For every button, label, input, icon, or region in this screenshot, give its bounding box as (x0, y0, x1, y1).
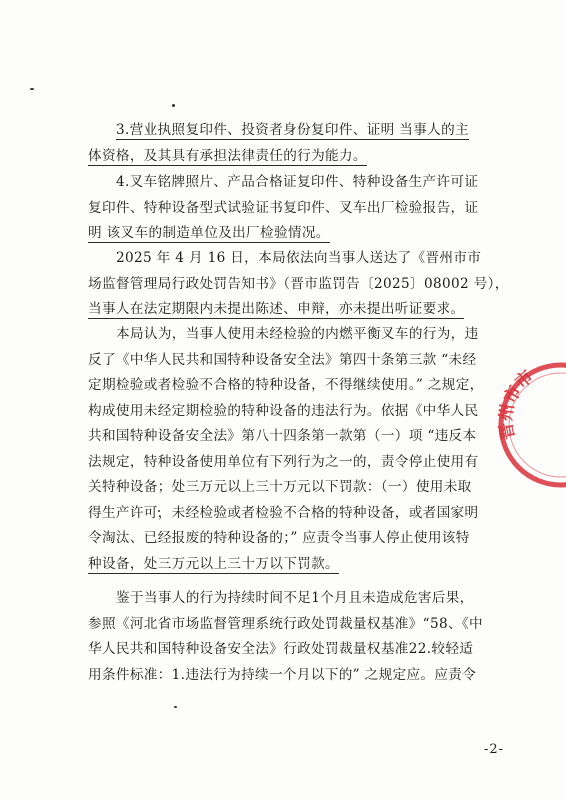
paragraph-line: 共和国特种设备安全法》第八十四条第一款第（一）项 “违反本 (88, 428, 477, 444)
paragraph-line: 关特种设备；处三万元以上三十万元以下罚款：（一）使用未取 (88, 479, 472, 495)
paragraph-forklift-documents (88, 170, 508, 247)
paragraph-line: 2025 年 4 月 16 日，本局依法向当事人送达了《晋州市市 (116, 250, 482, 266)
paragraph-line: 4.叉车铭牌照片、产品合格证复印件、特种设备生产许可证 (116, 174, 479, 190)
paragraph-leniency (88, 586, 508, 688)
paragraph-line: 令淘汰、已经报废的特种设备的；” 应责令当事人停止使用该特 (88, 530, 470, 546)
paragraph-line: 明 该叉车的制造单位及出厂检验情况。 (88, 225, 330, 241)
paragraph-line: 华人民共和国特种设备安全法》行政处罚裁量权基准22.较轻适 (88, 641, 474, 657)
paragraph-line: 场监督管理局行政处罚告知书》（晋市监罚告〔2025〕08002 号）， (88, 275, 509, 292)
paragraph-line: 鉴于当事人的行为持续时间不足1个月且未造成危害后果， (116, 590, 474, 606)
paragraph-line: 复印件、特种设备型式试验证书复印件、叉车出厂检验报告，证 (88, 199, 479, 216)
paragraph-bureau-finding (88, 322, 508, 577)
paragraph-line: 当事人在法定期限内未提出陈述、申辩，亦未提出听证要求。 (88, 301, 465, 317)
paragraph-notice-served (88, 246, 508, 323)
official-seal-stamp (496, 360, 566, 490)
scan-speck (174, 706, 177, 708)
paragraph-line: 体资格，及其具有承担法律责任的行为能力。 (88, 147, 367, 164)
page-number: -2- (483, 742, 504, 757)
paragraph-line: 种设备，处三万元以上三十万以下罚款。 (88, 555, 339, 572)
paragraph-line: 得生产许可，未经检验或者检验不合格的特种设备，或者国家明 (88, 504, 479, 521)
seal-text: 晋州市市 (496, 366, 538, 442)
paragraph-line: 3.营业执照复印件、投资者身份复印件、证明 当事人的主 (116, 122, 469, 138)
paragraph-line: 参照《河北省市场监督管理系统行政处罚裁量权基准》“58、《中 (88, 615, 483, 632)
scan-speck (30, 88, 34, 90)
paragraph-line: 构成使用未经定期检验的特种设备的违法行为。依据《中华人民 (88, 402, 479, 419)
paragraph-line: 法规定，特种设备使用单位有下列行为之一的，责令停止使用有 (88, 453, 479, 470)
paragraph-line: 用条件标准：1.违法行为持续一个月以下的” 之规定应。应责令 (88, 666, 477, 683)
paragraph-line: 定期检验或者检验不合格的特种设备，不得继续使用。” 之规定， (88, 377, 484, 393)
scan-speck (172, 104, 175, 107)
paragraph-line: 本局认为，当事人使用未经检验的内燃平衡叉车的行为，违 (116, 326, 479, 342)
paragraph-business-license (88, 118, 508, 169)
paragraph-line: 反了《中华人民共和国特种设备安全法》第四十条第三款 “未经 (88, 351, 477, 368)
svg-text:晋州市市 (496, 366, 537, 441)
